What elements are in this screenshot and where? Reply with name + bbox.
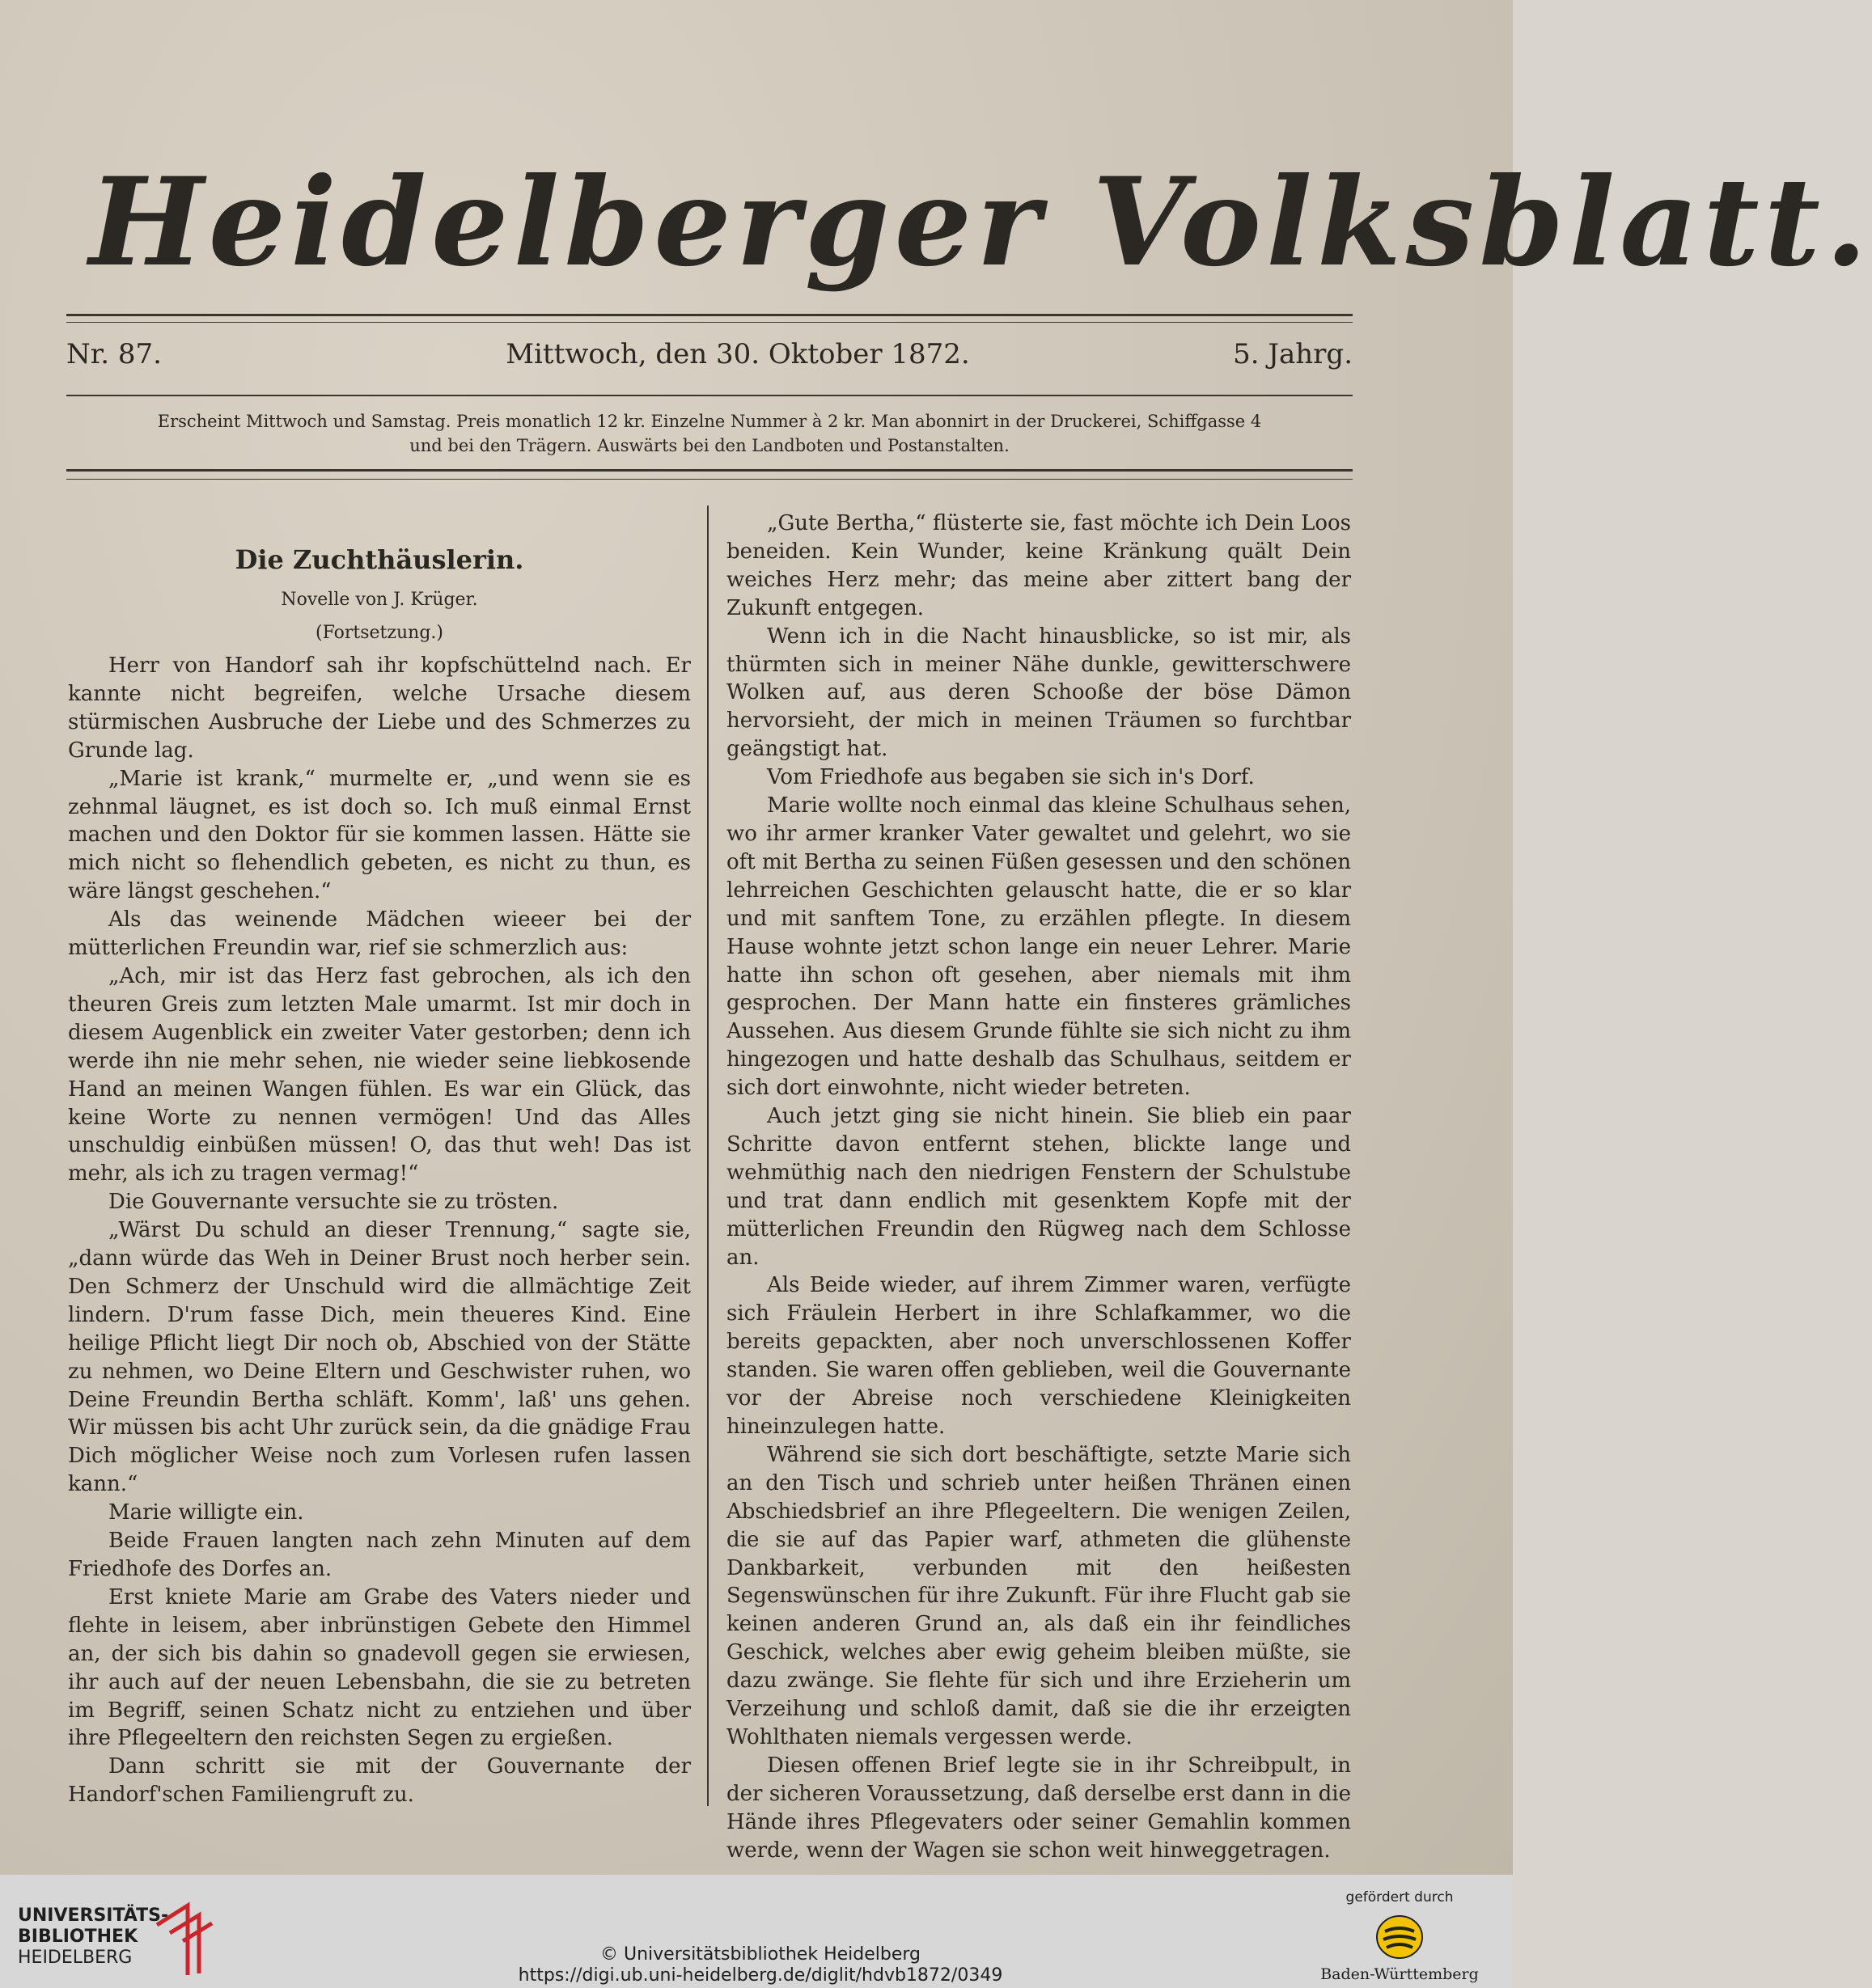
- subscription-line-2: und bei den Trägern. Auswärts bei den Landboten und Postanstalten.: [409, 436, 1010, 455]
- paragraph: „Ach, mir ist das Herz fast gebrochen, als ich den theuren Greis zum letzten Male umarmt. Ist mir doch in diesem Augenblick ein zweiter Vater gestorben; denn ich werde ihn nie mehr sehen, nie wieder seine liebkosende Hand an meinen Wangen fühlen. Es war ein Glück, das keine Worte zu nennen vermögen! Und das Alles unschuldig einbüßen müssen! O, das thut weh! Das ist mehr, als ich zu tragen vermag!“: [68, 963, 691, 1186]
- issue-number: Nr. 87.: [66, 338, 162, 370]
- article-continuation: (Fortsetzung.): [316, 623, 443, 643]
- paragraph: Dann schritt sie mit der Gouvernante der Handorf'schen Familiengruft zu.: [68, 1754, 691, 1808]
- subscription-notice: [66, 409, 1353, 458]
- issue-date: Mittwoch, den 30. Oktober 1872.: [506, 338, 970, 370]
- masthead-rule-bottom: [66, 322, 1353, 323]
- issue-year: 5. Jahrg.: [1233, 338, 1353, 370]
- copyright-notice: [404, 1944, 1116, 1986]
- article-title: Die Zuchthäuslerin.: [235, 544, 524, 575]
- logo-line: UNIVERSITÄTS-: [18, 1906, 169, 1926]
- paragraph: Vom Friedhofe aus begaben sie sich in's Dorf.: [767, 765, 1255, 790]
- paragraph: Marie wollte noch einmal das kleine Schulhaus sehen, wo ihr armer kranker Vater gewaltet und gelehrt, wo sie oft mit Bertha zu seinen Füßen gesessen und den schönen lehrreichen Geschichten gelauscht hatte, die er so klar und mit sanftem Tone, zu erzählen pflegte. In diesem Hause wohnte jetzt schon lange ein neuer Lehrer. Marie hatte ihn schon oft gesehen, aber niemals mit ihm gesprochen. Der Mann hatte ein finsteres grämliches Aussehen. Aus diesem Grunde fühlte sie sich nicht zu ihm hingezogen und hatte deshalb das Schulhaus, seitdem er sich dort einwohnte, nicht wieder betreten.: [726, 793, 1351, 1101]
- right-column: [726, 510, 1351, 1865]
- library-logo-text[interactable]: [18, 1906, 169, 1969]
- sponsor-block: [1319, 1889, 1480, 1983]
- logo-line: BIBLIOTHEK: [18, 1927, 138, 1947]
- article-byline: Novelle von J. Krüger.: [281, 590, 478, 610]
- paragraph: Die Gouvernante versuchte sie zu trösten.: [108, 1190, 559, 1215]
- logo-line: HEIDELBERG: [18, 1948, 133, 1968]
- header-rule-bottom: [66, 479, 1353, 480]
- paragraph: Marie willigte ein.: [108, 1500, 304, 1525]
- paragraph: Diesen offenen Brief legte sie in ihr Schreibpult, in der sicheren Voraussetzung, daß derselbe erst dann in die Hände ihres Pflegevaters oder seiner Gemahlin kommen werde, wenn der Wagen sie schon weit hinweggetragen.: [726, 1753, 1351, 1863]
- issue-rule: [66, 395, 1353, 396]
- left-column: [68, 510, 691, 1809]
- paragraph: Erst kniete Marie am Grabe des Vaters nieder und flehte in leisem, aber inbrünstigen Gebete den Himmel an, der sich bis dahin so gnadevoll gegen sie erwiesen, ihr auch auf der neuen Lebensbahn, die sie zu betreten im Begriff, seinen Schatz nicht zu entziehen und über ihre Pflegeeltern den reichsten Segen zu ergießen.: [68, 1584, 691, 1751]
- library-footer: [0, 1875, 1513, 1988]
- paragraph: Als das weinende Mädchen wieeer bei der mütterlichen Freundin war, rief sie schmerzlich aus:: [68, 907, 691, 961]
- paragraph: „Wärst Du schuld an dieser Trennung,“ sagte sie, „dann würde das Weh in Deiner Brust noch herber sein. Den Schmerz der Unschuld wird die allmächtige Zeit lindern. D'rum fasse Dich, mein theueres Kind. Eine heilige Pflicht liegt Dir noch ob, Abschied von der Stätte zu nehmen, wo Deine Eltern und Geschwister ruhen, wo Deine Freundin Bertha schläft. Komm', laß' uns gehen. Wir müssen bis acht Uhr zurück sein, da die gnädige Frau Dich möglicher Weise noch zum Vorlesen rufen lassen kann.“: [68, 1218, 691, 1497]
- paragraph: Als Beide wieder, auf ihrem Zimmer waren, verfügte sich Fräulein Herbert in ihre Schlafkammer, wo die bereits gepackten, aber noch unverschlossenen Koffer standen. Sie waren offen geblieben, weil die Gouvernante vor der Abreise noch verschiedene Kleinigkeiten hineinzulegen hatte.: [726, 1273, 1351, 1439]
- paragraph: „Marie ist krank,“ murmelte er, „und wenn sie es zehnmal läugnet, es ist doch so. Ich muß einmal Ernst machen und den Doktor für sie kommen lassen. Hätte sie mich nicht so flehendlich gebeten, es nicht zu thun, es wäre längst geschehen.“: [68, 766, 691, 904]
- paragraph: Herr von Handorf sah ihr kopfschüttelnd nach. Er kannte nicht begreifen, welche Ursache diesem stürmischen Ausbruche der Liebe und des Schmerzes zu Grunde lag.: [68, 654, 691, 763]
- paragraph: Beide Frauen langten nach zehn Minuten auf dem Friedhofe des Dorfes an.: [68, 1529, 691, 1581]
- paragraph: Wenn ich in die Nacht hinausblicke, so ist mir, als thürmten sich in meiner Nähe dunkle, gewitterschwere Wolken auf, aus deren Schooße der böse Dämon hervorsieht, der mich in meinen Träumen so furchtbar geängstigt hat.: [726, 624, 1351, 762]
- state-crest-icon: [1375, 1914, 1424, 1961]
- copyright-text: © Universitätsbibliothek Heidelberg: [599, 1944, 921, 1965]
- header-rule-top: [66, 469, 1353, 472]
- paragraph: Auch jetzt ging sie nicht hinein. Sie blieb ein paar Schritte davon entfernt stehen, blickte lange und wehmüthig nach den niedrigen Fenstern der Schulstube und trat dann endlich mit gesenktem Kopfe mit der mütterlichen Freundin den Rügweg nach dem Schlosse an.: [726, 1104, 1351, 1270]
- library-logo-icon[interactable]: [152, 1901, 217, 1978]
- column-divider: [707, 505, 709, 1806]
- sponsor-name: Baden-Württemberg: [1320, 1965, 1479, 1983]
- issue-info-row: [66, 333, 1353, 382]
- masthead-rule-top: [66, 314, 1353, 316]
- subscription-line-1: Erscheint Mittwoch und Samstag. Preis monatlich 12 kr. Einzelne Nummer à 2 kr. Man abonnirt in der Druckerei, Schiffgasse 4: [157, 412, 1262, 431]
- permalink[interactable]: https://digi.ub.uni-heidelberg.de/diglit/hdvb1872/0349: [518, 1965, 1003, 1986]
- masthead-title: Heidelberger Volksblatt.: [89, 151, 1872, 294]
- paragraph: „Gute Bertha,“ flüsterte sie, fast möchte ich Dein Loos beneiden. Kein Wunder, keine Kränkung quält Dein weiches Herz mehr; das meine aber zittert bang der Zukunft entgegen.: [726, 511, 1351, 620]
- paragraph: Während sie sich dort beschäftigte, setzte Marie sich an den Tisch und schrieb unter heißen Thränen einen Abschiedsbrief an ihre Pflegeeltern. Die wenigen Zeilen, die sie auf das Papier warf, athmeten die glühenste Dankbarkeit, verbunden mit den heißesten Segenswünschen für ihre Zukunft. Für ihre Flucht gab sie keinen anderen Grund an, als daß ein ihr feindliches Geschick, welches aber ewig geheim bleiben müßte, sie dazu zwänge. Sie flehte für sich und ihre Erzieherin um Verzeihung und schloß damit, daß sie die ihr erzeigten Wohlthaten niemals vergessen werde.: [726, 1442, 1351, 1749]
- sponsor-label: gefördert durch: [1345, 1889, 1454, 1906]
